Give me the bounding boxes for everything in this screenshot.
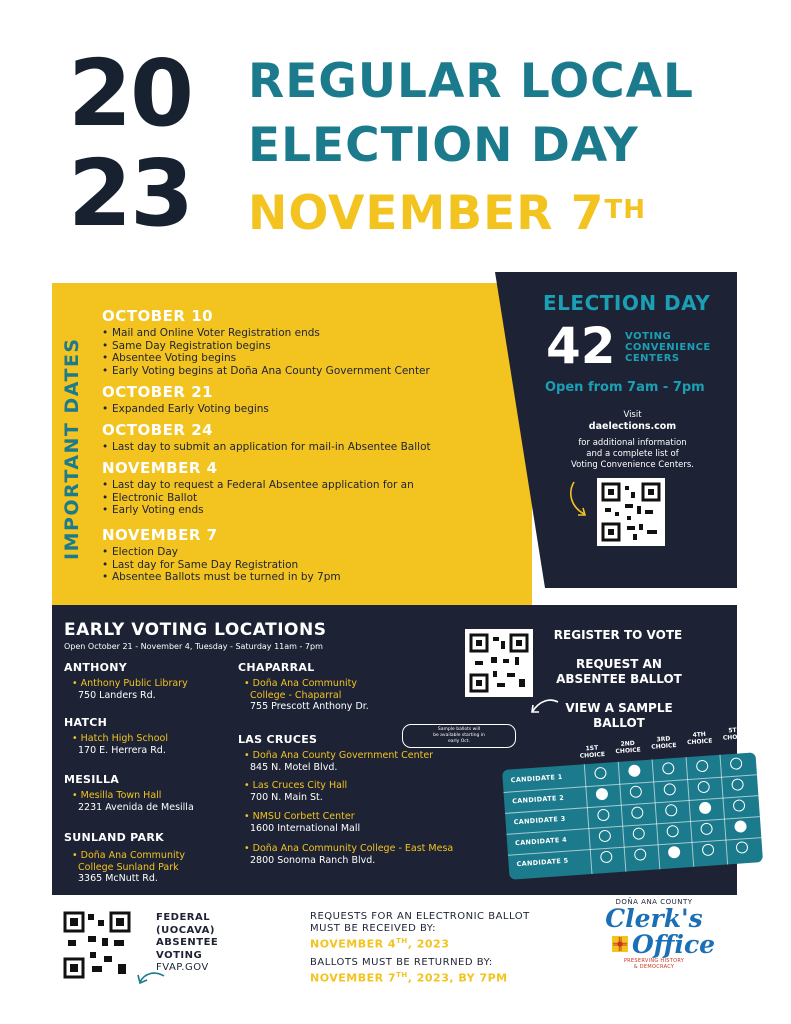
- ballot-bubble: [596, 788, 609, 801]
- ballot-bubble: [663, 783, 676, 796]
- dates-group-nov4: [102, 459, 414, 517]
- year-top: 20: [68, 40, 193, 147]
- date-heading: OCTOBER 21: [102, 383, 214, 401]
- location-sunland-park: • Doña Ana Community College Sunland Park 3365 McNutt Rd.: [72, 850, 185, 884]
- date-item: • Last day to request a Federal Absentee application for an: [102, 479, 414, 492]
- ballot-bubble: [600, 851, 613, 864]
- ballot-bubble: [598, 830, 611, 843]
- location-dacc-east-mesa: • Doña Ana Community College - East Mesa 2800 Sonoma Ranch Blvd.: [244, 843, 454, 866]
- date-item: • Mail and Online Voter Registration ends: [102, 327, 430, 340]
- date-item: • Same Day Registration begins: [102, 340, 430, 353]
- dates-group-oct24: [102, 421, 431, 454]
- title-line-1: REGULAR LOCAL: [248, 54, 694, 109]
- ballot-bubble: [699, 802, 712, 815]
- date-heading: NOVEMBER 7: [102, 526, 218, 544]
- center-count: 42: [546, 317, 616, 375]
- ballot-bubble: [628, 764, 641, 777]
- electronic-ballot-note-1: REQUESTS FOR AN ELECTRONIC BALLOT: [310, 911, 530, 922]
- location-mesilla: • Mesilla Town Hall 2231 Avenida de Mesilla: [72, 790, 194, 813]
- region-las-cruces: LAS CRUCES: [238, 733, 318, 746]
- election-day-info: for additional information and a complete list of Voting Convenience Centers.: [570, 438, 695, 470]
- ballot-choice-header: 3RD CHOICE: [651, 735, 677, 751]
- fvap-info: FEDERAL (UOCAVA) ABSENTEE VOTING FVAP.GOV: [156, 912, 219, 973]
- ballot-bubble: [697, 781, 710, 794]
- election-day-hours: Open from 7am - 7pm: [545, 380, 705, 395]
- location-hatch: • Hatch High School 170 E. Herrera Rd.: [72, 733, 168, 756]
- ballot-bubble: [629, 785, 642, 798]
- location-nmsu-corbett: • NMSU Corbett Center 1600 International Mall: [244, 811, 361, 834]
- ballot-bubble: [733, 799, 746, 812]
- website-link[interactable]: daelections.com: [588, 421, 677, 432]
- register-to-vote-link[interactable]: REGISTER TO VOTE: [553, 628, 683, 642]
- register-qr-code[interactable]: [465, 629, 533, 697]
- center-count-label: VOTING CONVENIENCE CENTERS: [625, 331, 711, 364]
- ballot-bubble: [634, 848, 647, 861]
- ballot-candidate-label: CANDIDATE 5: [516, 856, 569, 869]
- ballot-bubble: [734, 820, 747, 833]
- ballot-bubble: [662, 762, 675, 775]
- ballot-bubble: [736, 841, 749, 854]
- ballot-return-deadline: NOVEMBER 7TH, 2023, BY 7PM: [310, 971, 508, 985]
- ballot-choice-header: 4TH CHOICE: [686, 730, 713, 747]
- region-sunland-park: SUNLAND PARK: [64, 831, 164, 844]
- date-heading: OCTOBER 24: [102, 421, 214, 439]
- sample-ballot-graphic: [502, 752, 763, 879]
- date-item: • Electronic Ballot: [102, 492, 414, 505]
- electronic-ballot-deadline: NOVEMBER 4TH, 2023: [310, 937, 450, 951]
- date-item: • Expanded Early Voting begins: [102, 403, 269, 416]
- ballot-bubble: [597, 809, 610, 822]
- ballot-choice-header: 1ST CHOICE: [579, 744, 606, 760]
- ballot-candidate-label: CANDIDATE 3: [513, 814, 566, 827]
- ballot-bubble: [700, 822, 713, 835]
- ballot-candidate-label: CANDIDATE 1: [510, 772, 563, 785]
- ballot-candidate-label: CANDIDATE 4: [514, 835, 568, 848]
- location-anthony: • Anthony Public Library 750 Landers Rd.: [72, 678, 188, 701]
- date-heading: OCTOBER 10: [102, 307, 214, 325]
- region-chaparral: CHAPARRAL: [238, 661, 315, 674]
- date-item: • Last day for Same Day Registration: [102, 559, 341, 572]
- date-item: • Early Voting ends: [102, 504, 414, 517]
- region-mesilla: MESILLA: [64, 773, 120, 786]
- ballot-bubble: [696, 760, 709, 773]
- date-item: • Election Day: [102, 546, 341, 559]
- ballot-bubble: [730, 757, 743, 770]
- qr-code-icon: [62, 910, 132, 980]
- request-absentee-ballot-link[interactable]: REQUEST AN ABSENTEE BALLOT: [556, 657, 682, 686]
- ballot-bubble: [631, 806, 644, 819]
- ballot-choice-header: 2ND CHOICE: [615, 739, 642, 756]
- ballot-bubble: [594, 767, 607, 780]
- location-lc-city-hall: • Las Cruces City Hall 700 N. Main St.: [244, 780, 348, 803]
- fvap-qr-code[interactable]: [62, 910, 132, 980]
- election-day-qr-code[interactable]: [597, 478, 665, 546]
- dates-group-oct21: [102, 383, 269, 416]
- ballot-bubble: [632, 827, 645, 840]
- date-item: • Last day to submit an application for mail-in Absentee Ballot: [102, 441, 431, 454]
- location-lc-government-center: • Doña Ana County Government Center 845 N. Motel Blvd.: [244, 750, 434, 773]
- date-item: • Early Voting begins at Doña Ana County Government Center: [102, 365, 430, 378]
- dates-group-nov7: [102, 526, 341, 584]
- early-voting-hours: Open October 21 - November 4, Tuesday - Saturday 11am - 7pm: [64, 642, 323, 651]
- ballot-return-note: BALLOTS MUST BE RETURNED BY:: [310, 957, 493, 968]
- location-chaparral: • Doña Ana Community College - Chaparral 755 Prescott Anthony Dr.: [244, 678, 369, 712]
- date-item: • Absentee Voting begins: [102, 352, 430, 365]
- title-line-2: ELECTION DAY: [248, 118, 639, 173]
- ballot-bubble: [665, 804, 678, 817]
- election-date: NOVEMBER 7TH: [248, 186, 646, 241]
- qr-code-icon: [599, 480, 663, 544]
- clerks-office-logo: DOÑA ANA COUNTY Clerk's Office PRESERVING HISTORY & DEMOCRACY: [605, 898, 716, 970]
- election-day-title: ELECTION DAY: [543, 291, 711, 315]
- date-heading: NOVEMBER 4: [102, 459, 218, 477]
- ballot-bubble: [668, 846, 681, 859]
- region-hatch: HATCH: [64, 716, 108, 729]
- ballot-choice-header: 5TH CHOICE: [722, 726, 749, 742]
- ballot-candidate-label: CANDIDATE 2: [511, 793, 565, 806]
- important-dates-heading: IMPORTANT DATES: [61, 337, 83, 560]
- sample-ballot-callout: Sample ballots will be available starting in early Oct.: [402, 724, 516, 748]
- ballot-bubble: [666, 825, 679, 838]
- view-sample-ballot-link[interactable]: VIEW A SAMPLE BALLOT: [565, 701, 673, 730]
- early-voting-title: EARLY VOTING LOCATIONS: [64, 620, 327, 640]
- visit-label: Visit: [623, 410, 642, 420]
- fvap-link[interactable]: FVAP.GOV: [156, 962, 209, 973]
- ballot-bubble: [702, 843, 715, 856]
- nm-zia-flag-icon: [612, 936, 628, 952]
- dates-group-oct10: [102, 307, 430, 377]
- region-anthony: ANTHONY: [64, 661, 128, 674]
- arrow-icon: [566, 480, 592, 520]
- electronic-ballot-note-2: MUST BE RECEIVED BY:: [310, 923, 436, 934]
- year-bottom: 23: [68, 140, 193, 247]
- qr-code-icon: [467, 631, 531, 695]
- ballot-bubble: [731, 778, 744, 791]
- date-item: • Absentee Ballots must be turned in by 7pm: [102, 571, 341, 584]
